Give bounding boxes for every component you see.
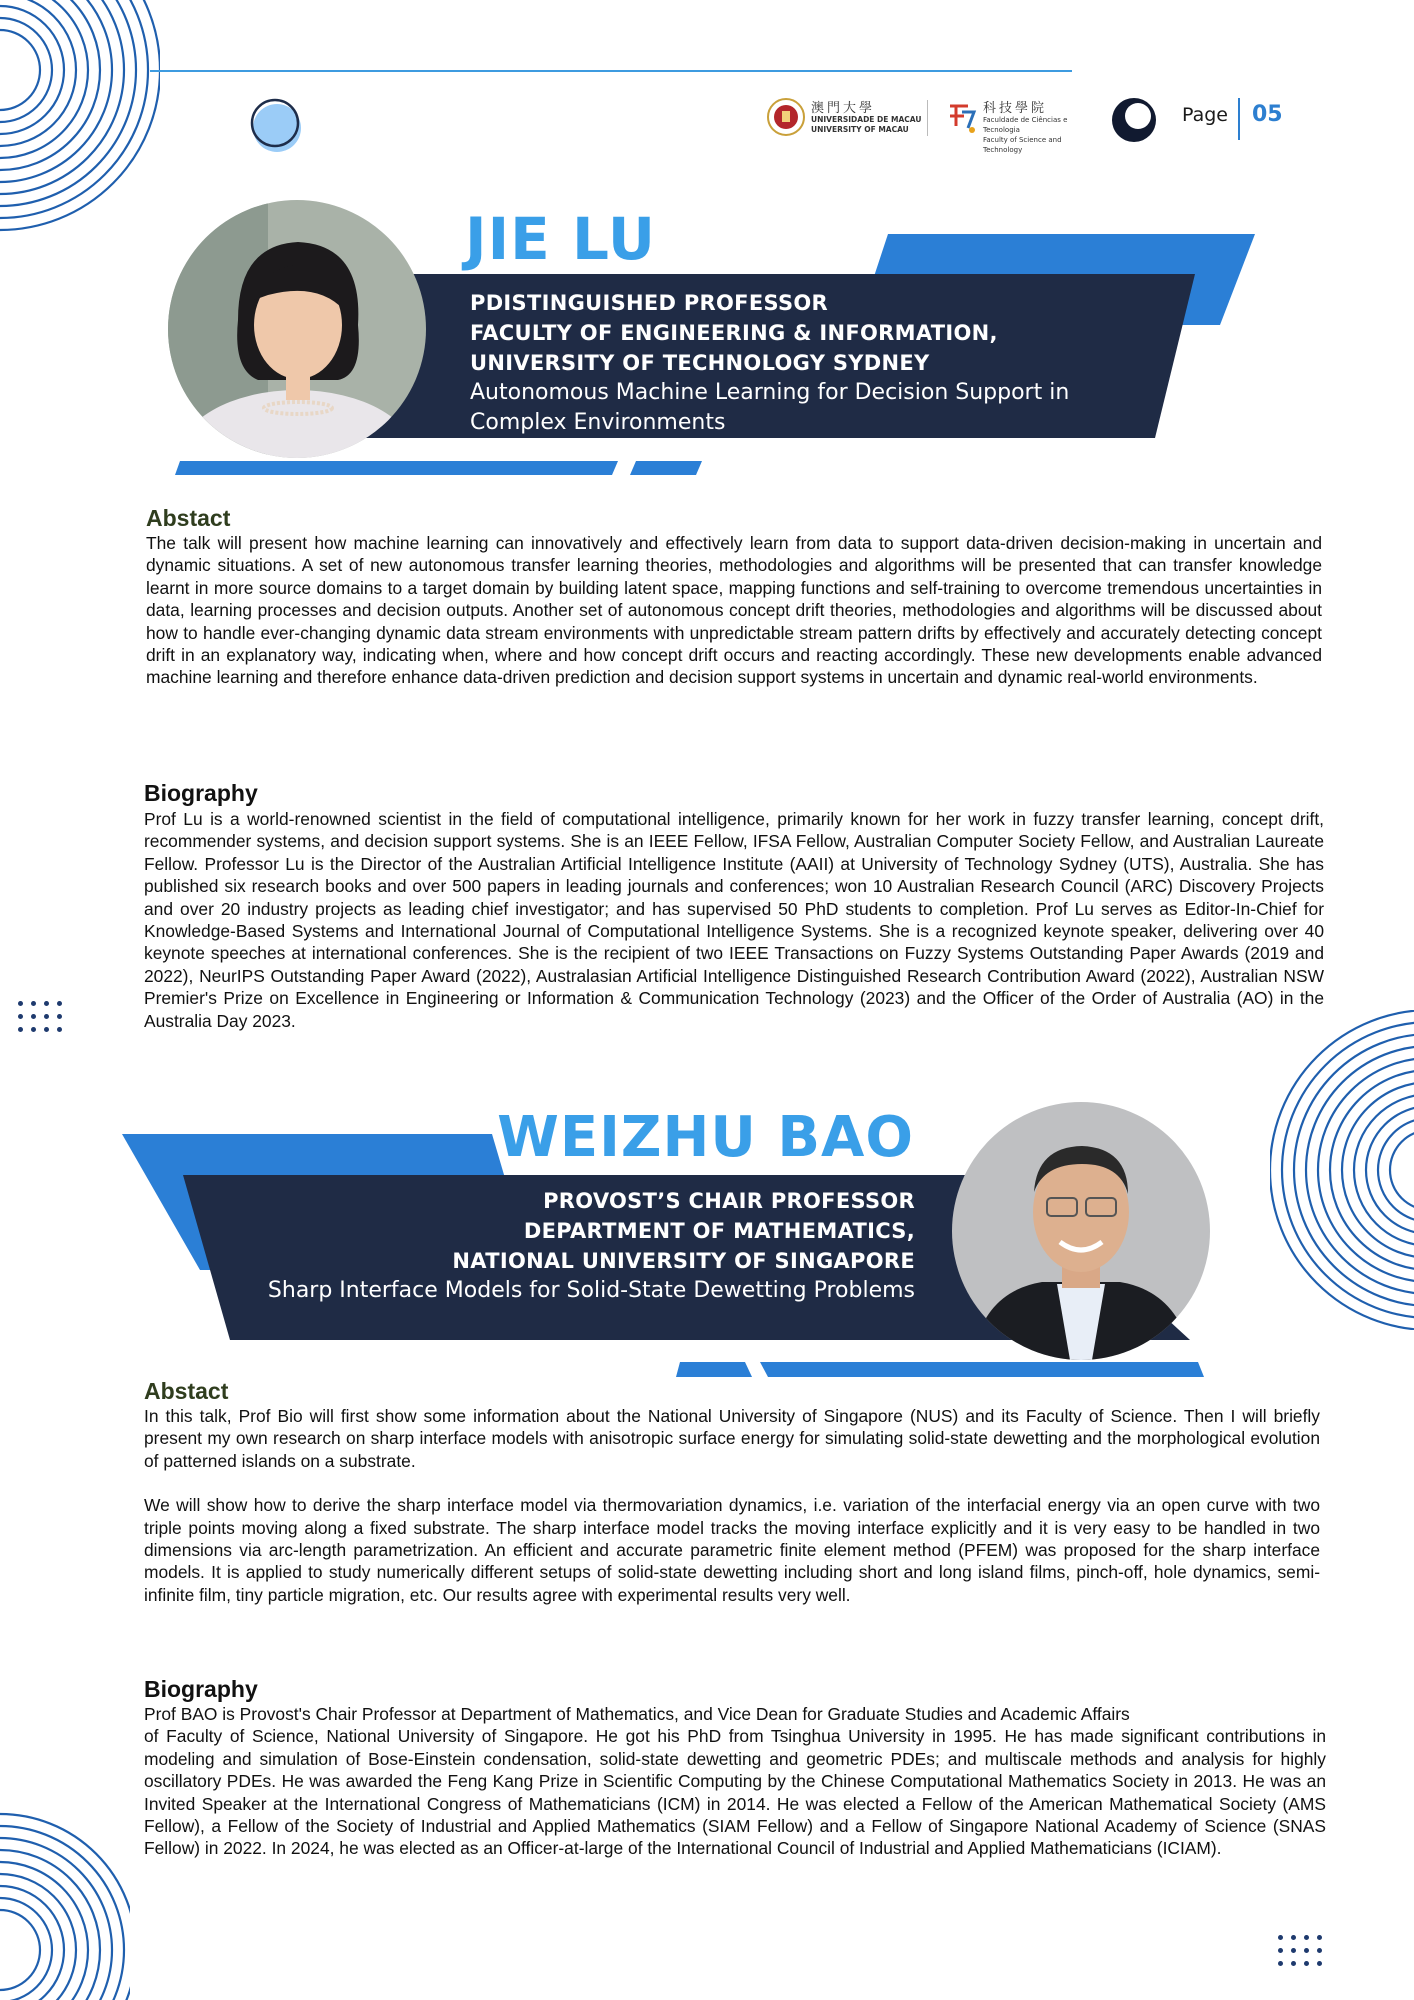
speaker-1-title-line: PDISTINGUISHED PROFESSOR xyxy=(470,291,828,315)
decorative-dots-left xyxy=(18,1001,62,1032)
speaker-2-photo xyxy=(952,1102,1210,1360)
decorative-arcs-bottom-left xyxy=(0,1800,130,2000)
um-name-pt: UNIVERSIDADE DE MACAU xyxy=(811,115,922,124)
abstract-paragraph: The talk will present how machine learning can innovatively and effectively learn from data to support data-driven decision-making in uncertain and dynamic situations. A set of new autonomous transfer learning theories, methodologies and algorithms will be presented that can transfer knowledge learnt in more source domains to a target domain by building latent space, mapping functions and self-training to overcome tremendous uncertainties in data, learning processes and decision outputs. Another set of autonomous concept drift theories, methodologies and algorithms will be discussed about how to handle ever-changing dynamic data stream environments with unpredictable stream pattern drifts by effectively and accurately detecting concept drift in an explanatory way, indicating when, where and how concept drift occurs and reacting accordingly. These new developments enable advanced machine learning and therefore enhance data-driven prediction and decision support systems in uncertain and dynamic real-world environments. xyxy=(146,533,1322,688)
speaker-2-title-line: PROVOST’S CHAIR PROFESSOR xyxy=(543,1189,915,1213)
speaker-2-name: WEIZHU BAO xyxy=(497,1105,914,1170)
speaker-1-abstract xyxy=(146,532,1322,689)
bio-line: Prof BAO is Provost's Chair Professor at Department of Mathematics, and Vice Dean for Graduate Studies and Academic Affairs xyxy=(144,1704,1130,1724)
speaker-1-abstract-heading: Abstact xyxy=(146,505,231,531)
speaker-2-abstract xyxy=(144,1405,1320,1606)
um-name-en: UNIVERSITY OF MACAU xyxy=(811,125,909,134)
speaker-1-title-block xyxy=(470,288,1069,438)
um-chinese-name: 澳門大學 xyxy=(811,101,876,116)
speaker-1-title-line: UNIVERSITY OF TECHNOLOGY SYDNEY xyxy=(470,351,930,375)
speaker-2-bio xyxy=(144,1703,1326,1860)
portrait-image xyxy=(168,200,426,458)
speaker-1-name: JIE LU xyxy=(465,205,656,273)
speaker-2-abstract-heading: Abstact xyxy=(144,1378,229,1404)
portrait-image xyxy=(952,1102,1210,1360)
page-number: 05 xyxy=(1252,102,1283,127)
decorative-dots-bottom-right xyxy=(1278,1935,1322,1966)
speaker-1-talk-title: Autonomous Machine Learning for Decision Support in xyxy=(470,380,1070,405)
fst-chinese-name: 科技學院 xyxy=(983,101,1048,116)
speaker-2-talk-title: Sharp Interface Models for Solid-State Dewetting Problems xyxy=(267,1278,915,1303)
abstract-paragraph: We will show how to derive the sharp interface model via thermovariation dynamics, i.e. variation of the interfacial energy via an open curve with two triple points moving along a fixed substrate. The sharp interface model tracks the moving interface explicitly and it is very easy to be handled in two dimensions via arc-length parametrization. An efficient and accurate parametric finite element method (PFEM) was proposed for the sharp interface models. It is applied to study numerically different setups of solid-state dewetting including short and long island films, pinch-off, hole dynamics, semi-infinite film, tiny particle migration, etc. Our results agree with experimental results very well. xyxy=(144,1495,1320,1605)
speaker-2-bio-heading: Biography xyxy=(144,1676,258,1702)
bio-paragraph: of Faculty of Science, National University of Singapore. He got his PhD from Tsinghua University in 1995. He has made significant contributions in modeling and simulation of Bose-Einstein condensation, solid-state dewetting and geometric PDEs; and multiscale methods and analysis for highly oscillatory PDEs. He was awarded the Feng Kang Prize in Scientific Computing by the Chinese Computational Mathematics Society in 2013. He was an Invited Speaker at the International Congress of Mathematicians (ICM) in 2014. He was elected a Fellow of the American Mathematical Society (AMS Fellow), a Fellow of the Society of Industrial and Applied Mathematics (SIAM Fellow) and a Fellow of Singapore National Academy of Science (SNAS Fellow) in 2022. In 2024, he was elected as an Officer-at-large of the International Council of Industrial and Applied Mathematicians (ICIAM). xyxy=(144,1726,1326,1859)
fst-name-pt: Faculdade de Ciências e Tecnologia xyxy=(983,116,1068,134)
abstract-paragraph: In this talk, Prof Bio will first show some information about the National University of Singapore (NUS) and its Faculty of Science. Then I will briefly present my own research on sharp interface models with anisotropic surface energy for simulating solid-state dewetting and the morphological evolution of patterned islands on a substrate. xyxy=(144,1406,1320,1471)
speaker-2-title-line: DEPARTMENT OF MATHEMATICS, xyxy=(523,1219,915,1243)
speaker-1-talk-title: Complex Environments xyxy=(470,410,726,435)
speaker-2-title-line: NATIONAL UNIVERSITY OF SINGAPORE xyxy=(452,1249,915,1273)
fst-name-en: Faculty of Science and Technology xyxy=(983,136,1062,154)
speaker-1-title-line: FACULTY OF ENGINEERING & INFORMATION, xyxy=(470,321,998,345)
speaker-2-title-block xyxy=(268,1186,915,1306)
speaker-1-bio-heading: Biography xyxy=(144,780,258,806)
page-label: Page xyxy=(1182,104,1228,126)
speaker-1-bio: Prof Lu is a world-renowned scientist in the field of computational intelligence, primarily known for her work in fuzzy transfer learning, concept drift, recommender systems, and decision support systems. She is an IEEE Fellow, IFSA Fellow, Australian Computer Society Fellow, and Australian Laureate Fellow. Professor Lu is the Director of the Australian Artificial Intelligence Institute (AAII) at University of Technology Sydney (UTS), Australia. She has published six research books and over 500 papers in leading journals and conferences; won 10 Australian Research Council (ARC) Discovery Projects and over 20 industry projects as leading chief investigator; and has supervised 50 PhD students to completion. Prof Lu serves as Editor-In-Chief for Knowledge-Based Systems and International Journal of Computational Intelligence Systems. She is a recognized keynote speaker, delivering over 40 keynote speeches at international conferences. She is the recipient of two IEEE Transactions on Fuzzy Systems Outstanding Paper Awards (2019 and 2022), NeurIPS Outstanding Paper Award (2022), Australasian Artificial Intelligence Distinguished Research Contribution Award (2022), Australian NSW Premier's Prize on Excellence in Engineering or Information & Communication Technology (2023) and the Officer of the Order of Australia (AO) in the Australia Day 2023. xyxy=(144,809,1324,1031)
speaker-1-photo xyxy=(168,200,426,458)
